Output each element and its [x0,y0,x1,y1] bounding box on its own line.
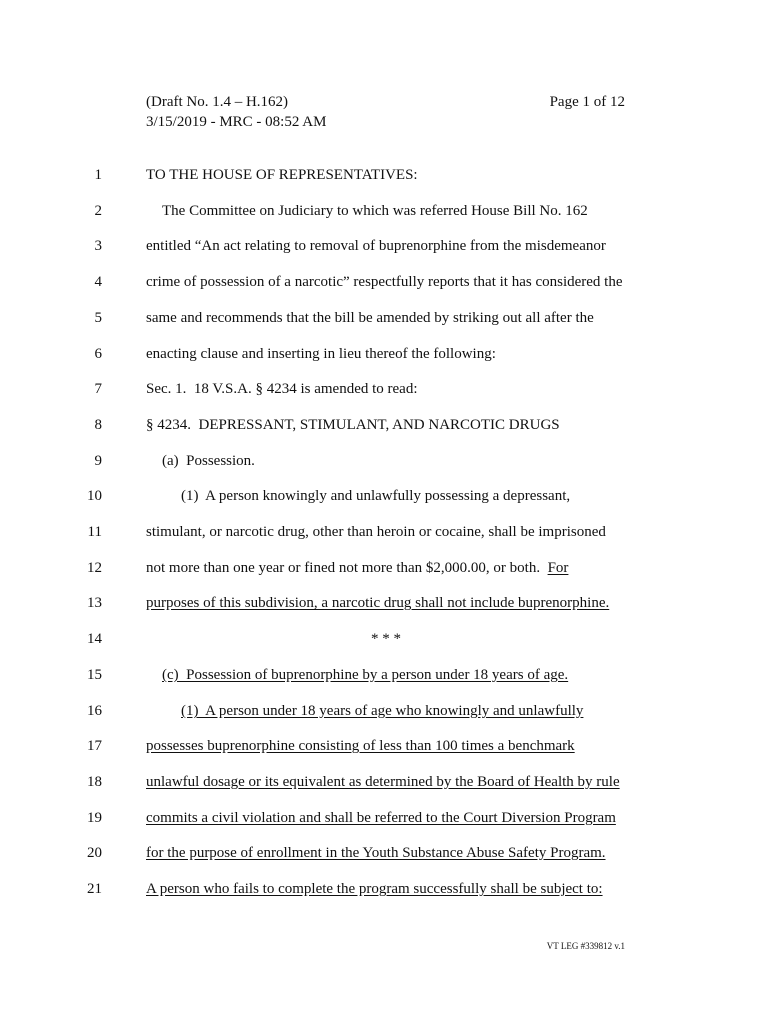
line-content: same and recommends that the bill be amended by striking out all after the [146,310,594,326]
draft-number: (Draft No. 1.4 – H.162) [146,94,289,110]
inserted-text: for the purpose of enrollment in the Youth Substance Abuse Safety Program. [146,845,606,861]
line-number: 3 [94,238,102,254]
line-number: 12 [87,560,102,576]
line-number: 8 [94,417,102,433]
document-line [0,307,770,329]
inserted-text: (c) Possession of buprenorphine by a person under 18 years of age. [162,667,569,683]
line-number: 4 [94,274,102,290]
line-text [146,164,418,186]
document-line [0,592,770,614]
line-number: 1 [94,167,102,183]
line-text [162,664,568,686]
line-text [146,878,603,900]
line-content: stimulant, or narcotic drug, other than heroin or cocaine, shall be imprisoned [146,524,606,540]
inserted-text: A person who fails to complete the program successfully shall be subject to: [146,881,603,897]
line-text [146,735,575,757]
line-text [146,307,594,329]
document-line [0,200,770,222]
line-number: 14 [87,631,102,647]
line-content: crime of possession of a narcotic” respectfully reports that it has considered the [146,274,623,290]
document-line [0,842,770,864]
line-number: 5 [94,310,102,326]
line-content: * * * [371,631,401,647]
inserted-text: purposes of this subdivision, a narcotic drug shall not include buprenorphine. [146,595,610,611]
document-line [0,700,770,722]
document-line [0,414,770,436]
line-number: 13 [87,595,102,611]
line-content: entitled “An act relating to removal of buprenorphine from the misdemeanor [146,238,606,254]
line-number: 20 [87,845,102,861]
line-content: Sec. 1. 18 V.S.A. § 4234 is amended to read: [146,381,418,397]
line-text [181,700,583,722]
document-line [0,664,770,686]
line-text [146,521,606,543]
line-text [146,807,616,829]
line-text [146,628,626,650]
line-number: 2 [94,203,102,219]
line-number: 9 [94,453,102,469]
document-line [0,164,770,186]
document-line [0,735,770,757]
document-line [0,485,770,507]
line-number: 19 [87,810,102,826]
line-text [146,414,560,436]
line-text [146,271,623,293]
line-text [146,343,496,365]
line-content: The Committee on Judiciary to which was referred House Bill No. 162 [162,203,588,219]
line-text [146,557,568,579]
line-content: TO THE HOUSE OF REPRESENTATIVES: [146,167,418,183]
line-number: 16 [87,703,102,719]
inserted-text: unlawful dosage or its equivalent as determined by the Board of Health by rule [146,774,620,790]
document-line [0,271,770,293]
document-line [0,450,770,472]
line-number: 7 [94,381,102,397]
inserted-text: (1) A person under 18 years of age who knowingly and unlawfully [181,703,584,719]
document-line [0,628,770,650]
line-number: 10 [87,488,102,504]
page-number: Page 1 of 12 [549,94,625,110]
line-number: 18 [87,774,102,790]
line-text [181,485,570,507]
header-left [146,92,326,132]
document-line [0,807,770,829]
document-line [0,235,770,257]
line-number: 21 [87,881,102,897]
line-content: not more than one year or fined not more than $2,000.00, or both. [146,560,548,576]
line-number: 15 [87,667,102,683]
line-text [146,842,606,864]
line-text [162,450,255,472]
line-number: 6 [94,346,102,362]
line-content: (1) A person knowingly and unlawfully possessing a depressant, [181,488,571,504]
line-content: § 4234. DEPRESSANT, STIMULANT, AND NARCOTIC DRUGS [146,417,560,433]
line-text [162,200,588,222]
document-line [0,378,770,400]
inserted-text: For [547,560,569,576]
line-content: enacting clause and inserting in lieu thereof the following: [146,346,496,362]
line-text [146,592,609,614]
line-text [146,771,620,793]
line-content: (a) Possession. [162,453,255,469]
document-line [0,771,770,793]
line-text [146,235,606,257]
inserted-text: possesses buprenorphine consisting of less than 100 times a benchmark [146,738,575,754]
line-number: 17 [87,738,102,754]
footer-id: VT LEG #339812 v.1 [546,941,625,951]
document-line [0,878,770,900]
inserted-text: commits a civil violation and shall be referred to the Court Diversion Program [146,810,616,826]
draft-date: 3/15/2019 - MRC - 08:52 AM [146,114,327,130]
document-line [0,521,770,543]
line-number: 11 [87,524,102,540]
line-text [146,378,418,400]
document-line [0,557,770,579]
document-line [0,343,770,365]
